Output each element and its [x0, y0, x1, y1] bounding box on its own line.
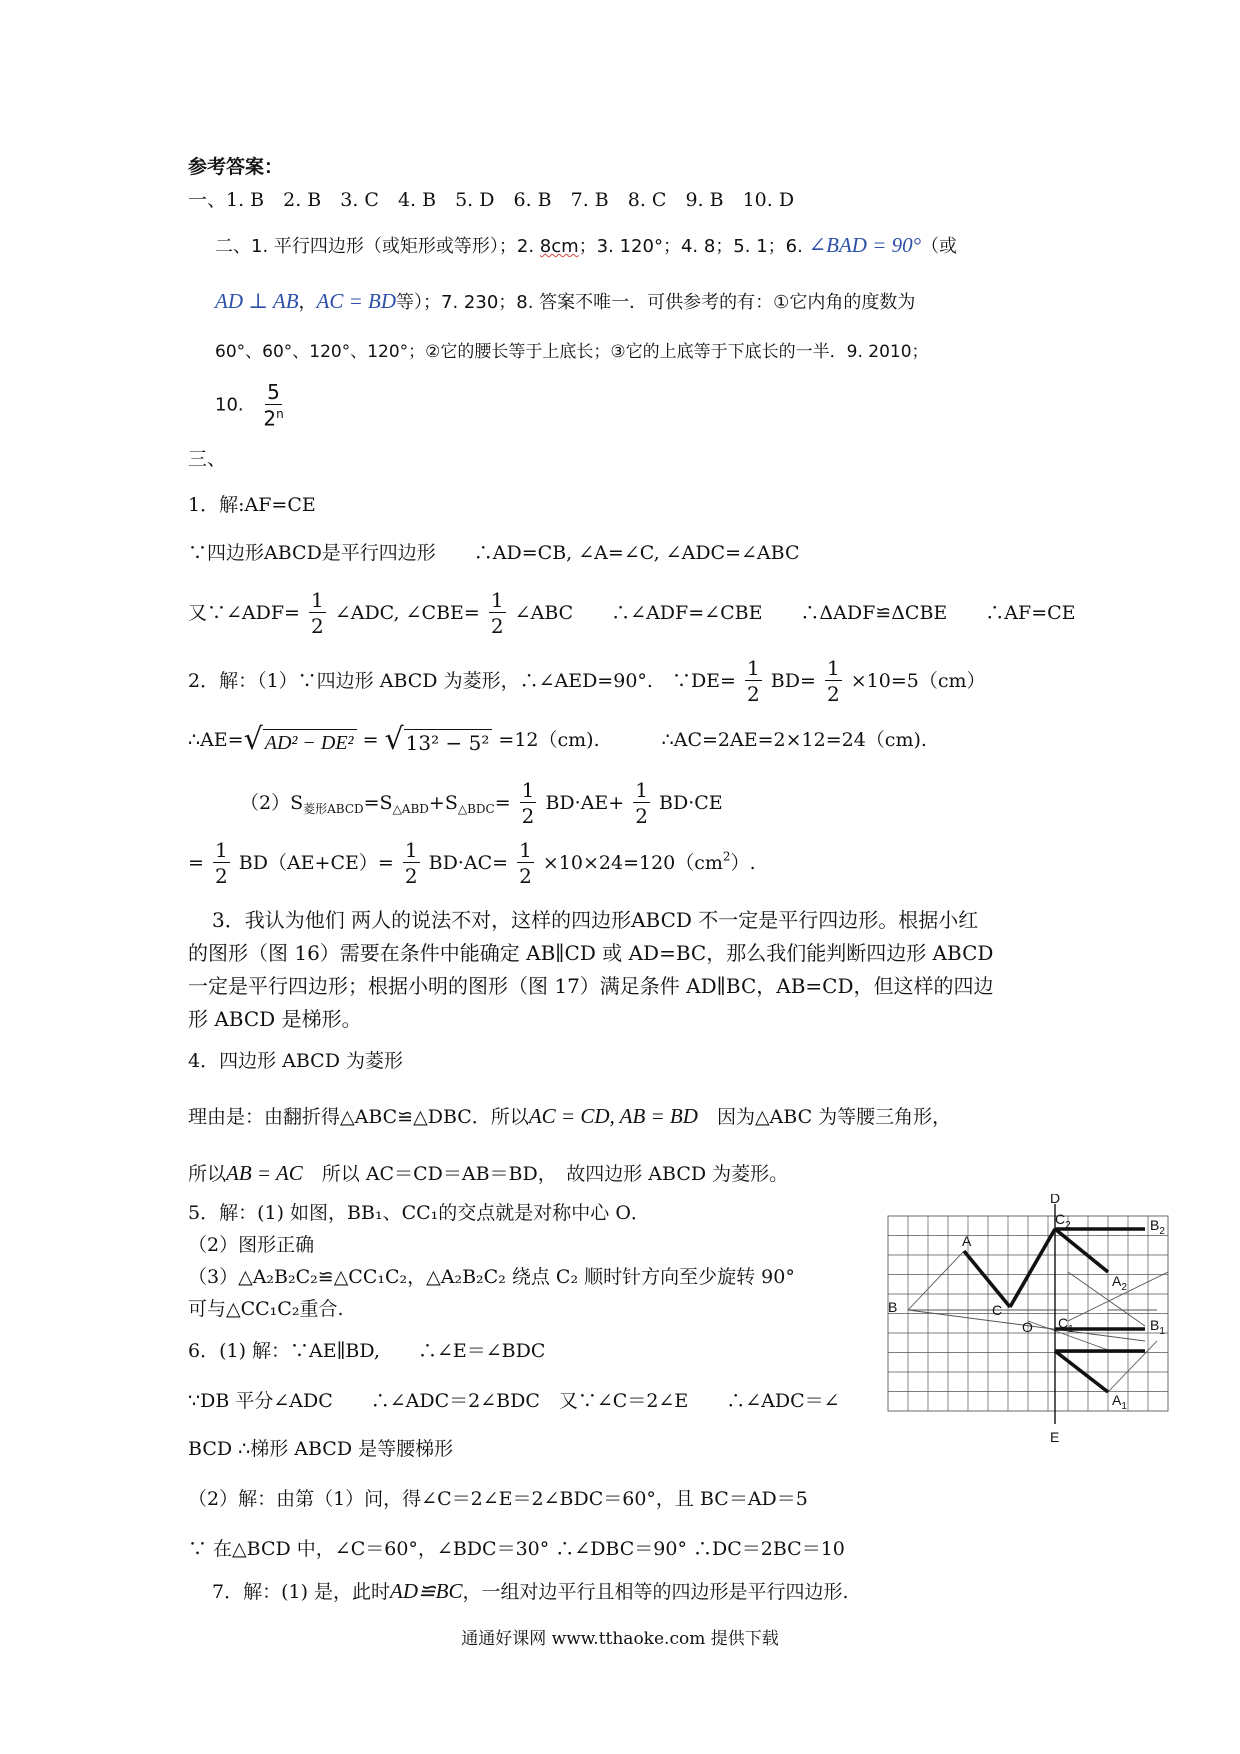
q4-line1: 4．四边形 ABCD 为菱形 [188, 1050, 403, 1072]
text: 120° [619, 236, 663, 257]
text: C [1055, 1211, 1066, 1227]
text: =12（cm). [492, 729, 600, 751]
q6-line5: ∵ 在△BCD 中，∠C＝60°，∠BDC＝30° ∴∠DBC＝90° ∴DC＝2BC＝10 [188, 1538, 845, 1560]
segment-ac [964, 1251, 1010, 1307]
text: 所以 AC＝CD＝AB＝BD， 故四边形 ABCD 为菱形。 [302, 1163, 789, 1185]
radicand: 13² − 5² [404, 729, 493, 755]
text: ；3. [578, 236, 620, 257]
subscript: △BDC [457, 801, 495, 816]
part2-line1 [215, 230, 957, 262]
line-ba [908, 1251, 964, 1310]
q2-line2 [188, 724, 927, 768]
q2-line1 [188, 658, 986, 708]
text: A [1112, 1392, 1122, 1408]
q6-line4: （2）解：由第（1）问，得∠C＝2∠E＝2∠BDC＝60°，且 BC＝AD＝5 [188, 1488, 808, 1510]
numerator: 1 [635, 778, 648, 802]
q6-line3: BCD ∴梯形 ABCD 是等腰梯形 [188, 1438, 454, 1460]
subscript: 1 [1068, 1324, 1074, 1335]
text: 因为△ABC 为等腰三角形， [697, 1106, 952, 1128]
text: ∠ADC, ∠CBE= [334, 602, 480, 624]
fraction-half [213, 840, 230, 886]
math-ab-ac: AB = AC [226, 1161, 303, 1185]
part2-line4 [215, 382, 287, 432]
text: A [1112, 1273, 1122, 1289]
denominator: 2 [214, 864, 228, 888]
text: 等）；7. 230；8. 答案不唯一．可供参考的有：①它内角的度数为 [396, 292, 916, 313]
numerator: 1 [404, 838, 418, 862]
subscript: 2 [1065, 1220, 1071, 1231]
text: 2 [263, 406, 277, 431]
text: ，一组对边平行且相等的四边形是平行四边形. [462, 1581, 849, 1603]
q1-line2: ∵四边形ABCD是平行四边形 ∴AD=CB, ∠A=∠C, ∠ADC=∠ABC [188, 542, 800, 564]
q6-line1: 6．(1) 解：∵AE∥BD, ∴∠E＝∠BDC [188, 1340, 546, 1362]
construction-lines [908, 1251, 1168, 1392]
denominator: 2 [826, 682, 840, 706]
q3-line1: 3．我认为他们 两人的说法不对，这样的四边形ABCD 不一定是平行四边形。根据小红 [212, 908, 979, 932]
fraction-half [520, 780, 537, 826]
label-a: A [962, 1233, 972, 1249]
label-d: D [1050, 1194, 1061, 1206]
figure-labels [888, 1194, 1165, 1444]
label-o: O [1022, 1319, 1033, 1335]
part2-line2 [215, 286, 915, 318]
text: ×10=5（cm） [850, 670, 986, 692]
superscript: 2 [722, 849, 731, 864]
text: ）. [730, 852, 756, 874]
fraction-half [517, 840, 534, 886]
page-title: 参考答案： [188, 156, 284, 178]
radicand: AD² − DE² [263, 729, 357, 755]
denominator: 2 [747, 682, 760, 706]
text: ∴AE= [188, 729, 244, 751]
text: BD（AE+CE）= [238, 852, 394, 874]
label-c: C [992, 1302, 1003, 1318]
q5-line4: 可与△CC₁C₂重合. [188, 1298, 344, 1320]
q4-line2 [188, 1101, 951, 1132]
q5-line3: （3）△A₂B₂C₂≌△CC₁C₂，△A₂B₂C₂ 绕点 C₂ 顺时针方向至少旋转 90° [188, 1266, 795, 1288]
text: （2）S [240, 792, 304, 814]
q3-line2: 的图形（图 16）需要在条件中能确定 AB∥CD 或 AD=BC，那么我们能判断四边形 ABCD [188, 941, 994, 965]
fraction-half [489, 590, 506, 636]
part2-line3: 60°、60°、120°、120°；②它的腰长等于上底长；③它的上底等于下底长的一半．9. 2010； [215, 342, 929, 362]
grid-lines [888, 1216, 1168, 1411]
text: BD= [770, 670, 816, 692]
fraction-half [745, 658, 762, 704]
text: B [1150, 1217, 1160, 1233]
symmetry-grid-figure [880, 1194, 1180, 1444]
numerator: 1 [521, 778, 535, 802]
denominator: 2 [311, 614, 324, 638]
q2-line4 [188, 840, 756, 890]
text: B [1150, 1317, 1160, 1333]
text: +S [428, 792, 458, 814]
text: = [356, 729, 385, 751]
subscript: 2 [1121, 1282, 1127, 1293]
text: ∴AC=2AE=2×12=24（cm). [661, 729, 927, 751]
text: = [188, 852, 204, 874]
numerator: 1 [490, 588, 504, 612]
text: 二、1. 平行四边形（或矩形或等形）；2. [215, 236, 540, 257]
q7-line1 [212, 1576, 849, 1607]
fraction-half [403, 840, 420, 886]
fraction [263, 382, 283, 429]
denominator: 2 [635, 804, 648, 828]
text: 2．解：（1）∵四边形 ABCD 为菱形，∴∠AED=90°. ∵DE= [188, 670, 736, 692]
exponent: n [276, 407, 284, 421]
numerator: 1 [747, 656, 760, 680]
label-b2 [1150, 1217, 1165, 1237]
text: 又∵∠ADF= [188, 602, 300, 624]
label-b1 [1150, 1317, 1165, 1337]
numerator: 1 [519, 838, 532, 862]
math-ad-bc: AD≌BC [390, 1579, 463, 1603]
text: BD·AE+ [545, 792, 625, 814]
q5-line2: （2）图形正确 [188, 1234, 315, 1256]
math-equalities: AC = CD, AB = BD [528, 1104, 698, 1128]
denominator: 2 [519, 864, 532, 888]
subscript: △ABD [392, 801, 429, 816]
q1-line1: 1．解:AF=CE [188, 494, 316, 516]
denominator: 2 [521, 804, 535, 828]
label-a1 [1112, 1392, 1127, 1412]
page-footer: 通通好课网 www.tthaoke.com 提供下载 [461, 1629, 779, 1649]
math-perp: AD ⊥ AB [215, 289, 299, 313]
numerator: 5 [267, 380, 280, 404]
subscript: 菱形ABCD [303, 801, 364, 816]
sqrt-expression: √ 13² − 5² [385, 725, 493, 755]
label-c1 [1058, 1315, 1074, 1335]
math-angle-bad: ∠BAD = 90° [808, 233, 922, 257]
line-diag [1068, 1272, 1145, 1326]
text: ×10×24=120（cm [542, 852, 723, 874]
text: ；4. 8；5. 1；6. [662, 236, 809, 257]
text: =S [363, 792, 393, 814]
q6-line2: ∵DB 平分∠ADC ∴∠ADC＝2∠BDC 又∵∠C＝2∠E ∴∠ADC＝∠ [188, 1390, 840, 1412]
q2-line3 [240, 780, 723, 830]
text: BD·AC= [428, 852, 509, 874]
label-b: B [888, 1299, 898, 1315]
text: C [1058, 1315, 1069, 1331]
subscript: 1 [1159, 1326, 1165, 1337]
text: BD·CE [659, 792, 723, 814]
denominator [263, 405, 283, 429]
sqrt-expression: √ AD² − DE² [244, 725, 357, 755]
label-e: E [1050, 1429, 1060, 1444]
text: 8cm [539, 236, 579, 257]
part3-title: 三、 [188, 448, 227, 470]
numerator: 1 [311, 588, 324, 612]
subscript: 1 [1121, 1401, 1127, 1412]
q3-line4: 形 ABCD 是梯形。 [188, 1007, 362, 1031]
fraction-half [633, 780, 650, 826]
text: （或 [921, 236, 958, 257]
q5-line1: 5．解：(1) 如图，BB₁、CC₁的交点就是对称中心 O． [188, 1202, 650, 1224]
numerator: 1 [214, 838, 228, 862]
text: 10. [215, 394, 244, 416]
q3-line3: 一定是平行四边形；根据小明的图形（图 17）满足条件 AD∥BC，AB=CD，但这样的四边 [188, 974, 994, 998]
segment-a1 [1055, 1351, 1108, 1392]
q1-line3 [188, 590, 1076, 640]
denominator: 2 [404, 864, 418, 888]
q4-line3 [188, 1158, 788, 1189]
text: 7．解：(1) 是，此时 [212, 1581, 391, 1603]
line-a1b1 [1108, 1341, 1157, 1392]
text: ， [298, 292, 317, 313]
text: = [494, 792, 511, 814]
fraction-half [825, 658, 842, 704]
text: 所以 [188, 1163, 227, 1185]
text: ∠ABC ∴∠ADF=∠CBE ∴ΔADF≌ΔCBE ∴AF=CE [514, 602, 1076, 624]
numerator: 1 [826, 656, 840, 680]
label-a2 [1112, 1273, 1127, 1293]
denominator: 2 [490, 614, 504, 638]
fraction-half [309, 590, 326, 636]
subscript: 2 [1159, 1226, 1165, 1237]
part1-answers: 一、1. B 2. B 3. C 4. B 5. D 6. B 7. B 8. C 9. B 10. D [188, 189, 795, 211]
math-ac-bd: AC = BD [316, 289, 397, 313]
text: 理由是：由翻折得△ABC≌△DBC．所以 [188, 1106, 529, 1128]
